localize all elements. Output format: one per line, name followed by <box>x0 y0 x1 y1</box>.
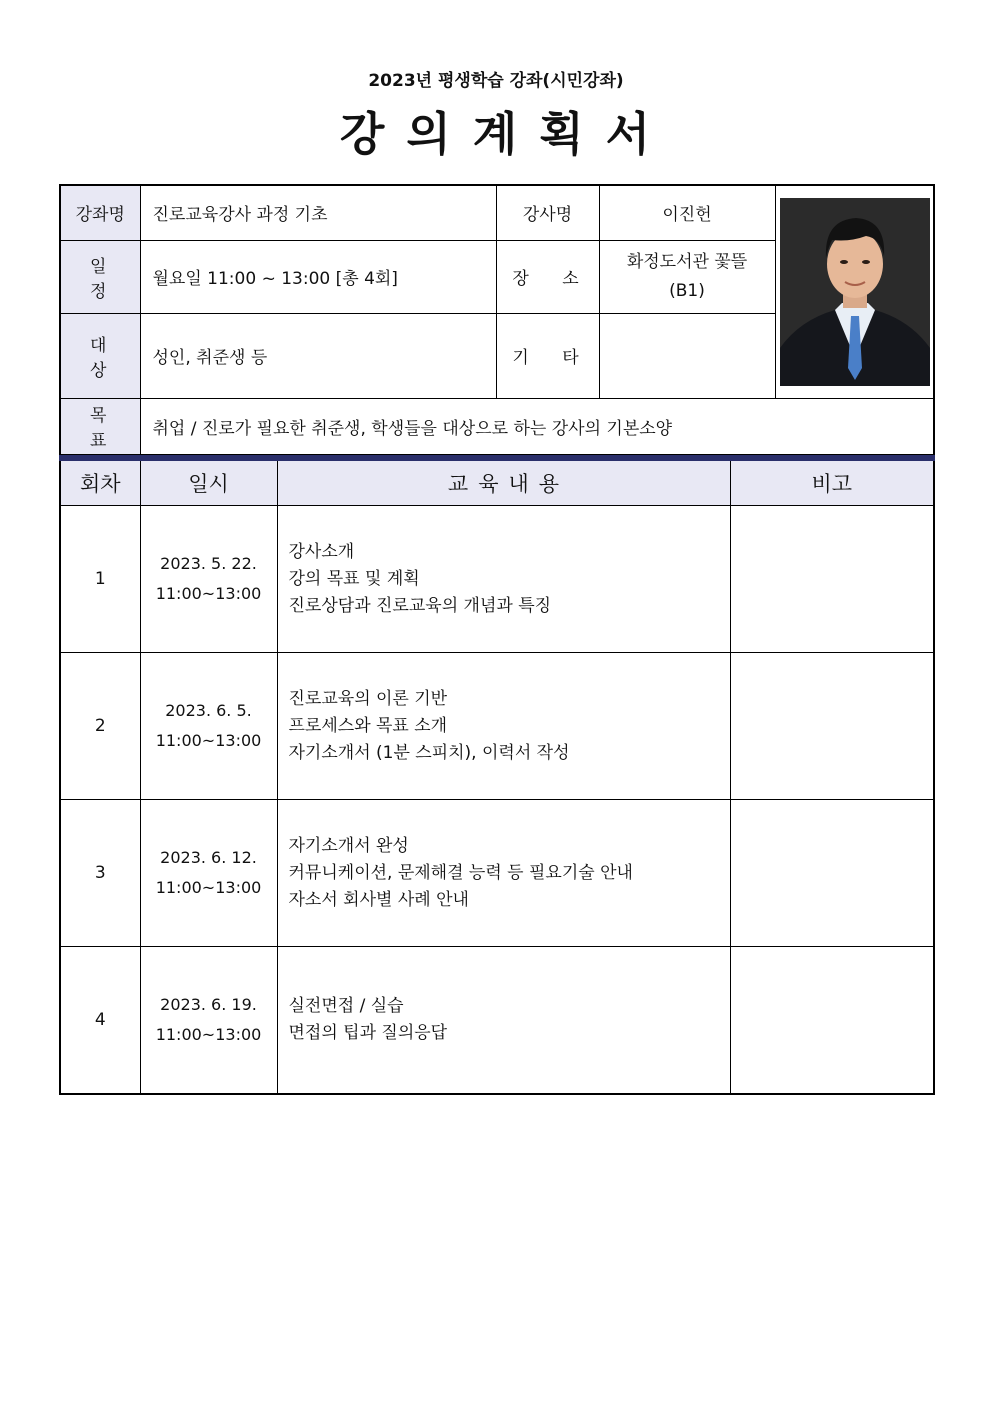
session-note <box>730 947 934 1095</box>
goal-label: 목 표 <box>60 398 140 455</box>
content-header: 교육내용 <box>277 458 730 506</box>
schedule-label: 일 정 <box>60 240 140 313</box>
table-row <box>60 947 934 1095</box>
session-date: 2023. 6. 12. <box>160 848 257 867</box>
session-number: 3 <box>60 800 140 947</box>
place-value <box>599 240 775 313</box>
datetime-header: 일시 <box>140 458 277 506</box>
etc-label: 기 타 <box>496 313 599 398</box>
session-content <box>277 947 730 1095</box>
session-content <box>277 506 730 653</box>
session-datetime <box>140 800 277 947</box>
instructor-value: 이진헌 <box>599 185 775 240</box>
place-value-line2: (B1) <box>669 280 705 301</box>
title-char: 의 <box>406 107 453 161</box>
document-subtitle: 2023년 평생학습 강좌(시민강좌) <box>368 71 624 91</box>
session-time: 11:00~13:00 <box>155 878 262 897</box>
session-number: 4 <box>60 947 140 1095</box>
course-name-value: 진로교육강사 과정 기초 <box>140 185 496 240</box>
course-info-table <box>59 184 935 456</box>
session-header: 회차 <box>60 458 140 506</box>
session-time: 11:00~13:00 <box>155 731 262 750</box>
session-content <box>277 653 730 800</box>
etc-value <box>599 313 775 398</box>
session-time: 11:00~13:00 <box>155 584 262 603</box>
instructor-label: 강사명 <box>496 185 599 240</box>
goal-value: 취업 / 진로가 필요한 취준생, 학생들을 대상으로 하는 강사의 기본소양 <box>140 398 934 455</box>
content-line: 강의 목표 및 계획 <box>288 568 420 589</box>
session-date: 2023. 6. 19. <box>160 995 257 1014</box>
table-row <box>60 653 934 800</box>
lecture-schedule-table <box>59 455 935 1095</box>
schedule-value: 월요일 11:00 ~ 13:00 [총 4회] <box>140 240 496 313</box>
session-datetime <box>140 506 277 653</box>
title-char: 획 <box>539 107 586 161</box>
session-date: 2023. 6. 5. <box>165 701 252 720</box>
session-datetime <box>140 947 277 1095</box>
content-line: 진로상담과 진로교육의 개념과 특징 <box>288 595 552 616</box>
content-line: 자기소개서 완성 <box>288 835 409 856</box>
target-label: 대 상 <box>60 313 140 398</box>
course-name-label: 강좌명 <box>60 185 140 240</box>
title-char: 강 <box>339 107 387 161</box>
session-note <box>730 506 934 653</box>
session-number: 2 <box>60 653 140 800</box>
content-line: 커뮤니케이션, 문제해결 능력 등 필요기술 안내 <box>288 862 633 883</box>
session-datetime <box>140 653 277 800</box>
instructor-photo <box>780 198 930 386</box>
content-line: 실전면접 / 실습 <box>288 996 404 1016</box>
document-title <box>0 98 992 164</box>
session-date: 2023. 5. 22. <box>160 554 257 573</box>
target-value: 성인, 취준생 등 <box>140 313 496 398</box>
content-line: 진로교육의 이론 기반 <box>288 688 448 709</box>
content-line: 면접의 팁과 질의응답 <box>288 1023 448 1043</box>
place-label: 장 소 <box>496 240 599 313</box>
session-note <box>730 653 934 800</box>
place-value-line1: 화정도서관 꽃뜰 <box>626 251 748 272</box>
session-note <box>730 800 934 947</box>
note-header: 비고 <box>730 458 934 506</box>
table-row <box>60 800 934 947</box>
content-line: 자소서 회사별 사례 안내 <box>288 889 469 910</box>
content-line: 강사소개 <box>288 541 355 562</box>
session-time: 11:00~13:00 <box>155 1025 262 1044</box>
title-char: 계 <box>472 107 520 161</box>
session-number: 1 <box>60 506 140 653</box>
table-row <box>60 506 934 653</box>
instructor-photo-cell <box>775 185 934 398</box>
content-line: 프로세스와 목표 소개 <box>288 715 448 736</box>
content-line: 자기소개서 (1분 스피치), 이력서 작성 <box>288 742 570 763</box>
session-content <box>277 800 730 947</box>
title-char: 서 <box>605 107 653 161</box>
